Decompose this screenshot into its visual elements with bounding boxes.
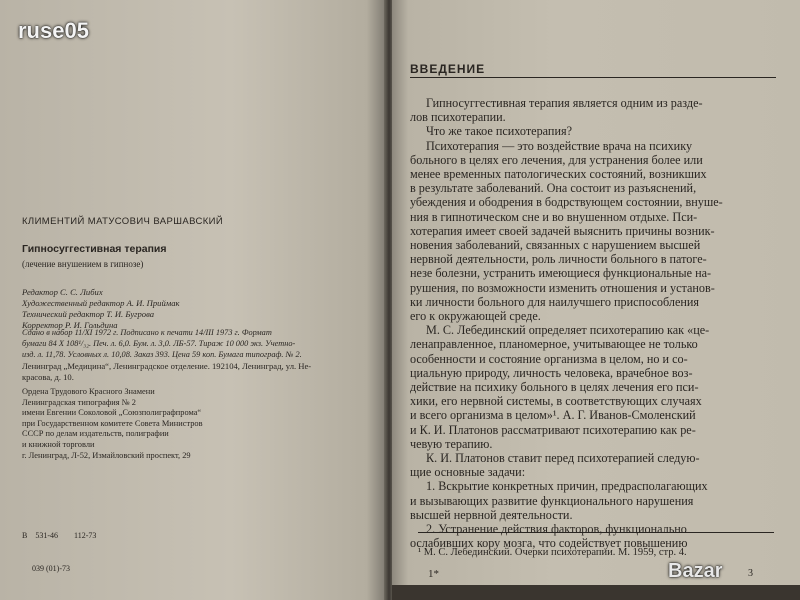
printer-line: имени Евгении Соколовой „Союзполиграфпрома“ [22,408,202,418]
index-code [22,508,96,596]
body-line: Что же такое психотерапия? [426,124,572,139]
publisher-line: красова, д. 10. [22,372,74,382]
printer-line: Ленинградская типография № 2 [22,397,136,407]
body-line: в результате заболеваний. Она состоит из разъяснений, [410,181,697,196]
body-line: высшей нервной деятельности. [410,507,573,522]
body-line: нервной деятельности, роль личности больного в патоге- [410,252,707,267]
footnote: ¹ М. С. Лебединский. Очерки психотерапии. М. 1959, стр. 4. [418,547,687,558]
print-line: бумаги 84 X 108¹/₃₂. Печ. л. 6,0. Бум. л. 3,0. ЛБ-57. Тираж 10 000 экз. Учетно- [22,339,296,348]
chapter-heading: ВВЕДЕНИЕ [410,62,486,76]
body-line: убеждения и ободрения в бодрствующем состоянии, внуше- [410,195,723,210]
printer-line: СССР по делам издательств, полиграфии [22,429,169,439]
body-line: хотерапия имеет своей задачей выяснить причины возник- [410,223,715,238]
index-code-line: 039 (01)-73 [22,564,70,573]
credit-line: Корректор Р. И. Гольдина [22,320,118,330]
book-subtitle: (лечение внушением в гипнозе) [22,259,144,269]
body-line: новения заболеваний, связанных с нарушением высшей [410,238,701,252]
body-line: действие на психику больного в целях лечения его пси- [410,380,699,394]
print-details [22,327,302,360]
body-line: менее временных патологических состояний, возникших [410,167,707,181]
left-page [0,0,386,600]
printer-line: при Государственном комитете Совета Министров [22,418,203,428]
body-line: Психотерапия — это воздействие врача на психику [426,138,693,153]
credit-line: Редактор С. С. Либих [22,287,103,297]
body-line: и К. И. Платонов рассматривают психотерапию как ре- [410,422,696,437]
table-surface [392,585,800,600]
publisher-details [22,361,311,383]
body-line: особенности и состояние организма в целом, но и со- [410,351,688,366]
body-line: К. И. Платонов ставит перед психотерапией следую- [426,451,700,465]
author-name: КЛИМЕНТИЙ МАТУСОВИЧ ВАРШАВСКИЙ [22,216,224,227]
credit-line: Художественный редактор А. И. Приймак [22,298,180,308]
printer-line: и книжной торговли [22,439,95,449]
body-line: ленаправленное, планомерное, учитывающее не только [410,337,698,352]
body-line: ки личности больного для наилучшего приспособления [410,294,700,309]
watermark-bottom-right: Bazar [668,560,723,582]
body-line: ния в гипнотическом сне и во внушенном отдыхе. Пси- [410,209,698,224]
print-line: Сдано в набор 11/XI 1972 г. Подписано к печати 14/III 1973 г. Формат [22,328,272,337]
print-line: изд. л. 11,78. Условных л. 10,08. Заказ 393. Цена 59 коп. Бумага типограф. № 2. [22,350,302,359]
body-line: больного в целях его лечения, для устранения более или [410,152,703,167]
body-line: и вызывающих развитие функционального нарушения [410,493,694,508]
body-line: чевую терапию. [410,436,493,451]
footnote-rule [418,532,774,533]
body-line: и всего организма в целом»¹. А. Г. Иванов-Смоленский [410,408,696,423]
printer-details [22,387,203,461]
body-line: циальную природу, личность человека, врачебное воз- [410,365,693,380]
body-line: Гипносуггестивная терапия является одним из разде- [426,96,703,110]
body-line: хики, его нервной системы, в соответствующих случаях [410,394,702,409]
credit-line: Технический редактор Т. И. Бугрова [22,309,155,319]
index-code-line: В 531-46 112-73 [22,531,97,540]
printer-line: Ордена Трудового Красного Знамени [22,387,155,396]
publisher-line: Ленинград „Медицина“, Ленинградское отделение. 192104, Ленинград, ул. Не- [22,361,312,371]
heading-rule [410,77,776,78]
page-number: 3 [748,568,753,579]
body-line: М. С. Лебединский определяет психотерапию как «це- [426,323,710,338]
credits-block [22,287,180,331]
body-line: 2. Устранение действия факторов, функционально [426,522,687,536]
printer-line: г. Ленинград, Л-52, Измайловский проспект, 29 [22,450,191,460]
book-title: Гипносуггестивная терапия [22,243,167,255]
body-line: незе болезни, устранить имеющиеся функциональные на- [410,266,712,281]
signature-mark: 1* [428,568,439,580]
body-line: 1. Вскрытие конкретных причин, предрасполагающих [426,479,708,494]
body-line: лов психотерапии. [410,110,506,125]
body-line: рушения, по возможности изменить отношения и установ- [410,280,715,295]
body-line: ослабивших кору мозга, что содействует повышению [410,536,688,551]
watermark-top-left: ruse05 [18,18,89,43]
body-line: щие основные задачи: [410,465,526,480]
body-line: его к окружающей среде. [410,309,541,323]
